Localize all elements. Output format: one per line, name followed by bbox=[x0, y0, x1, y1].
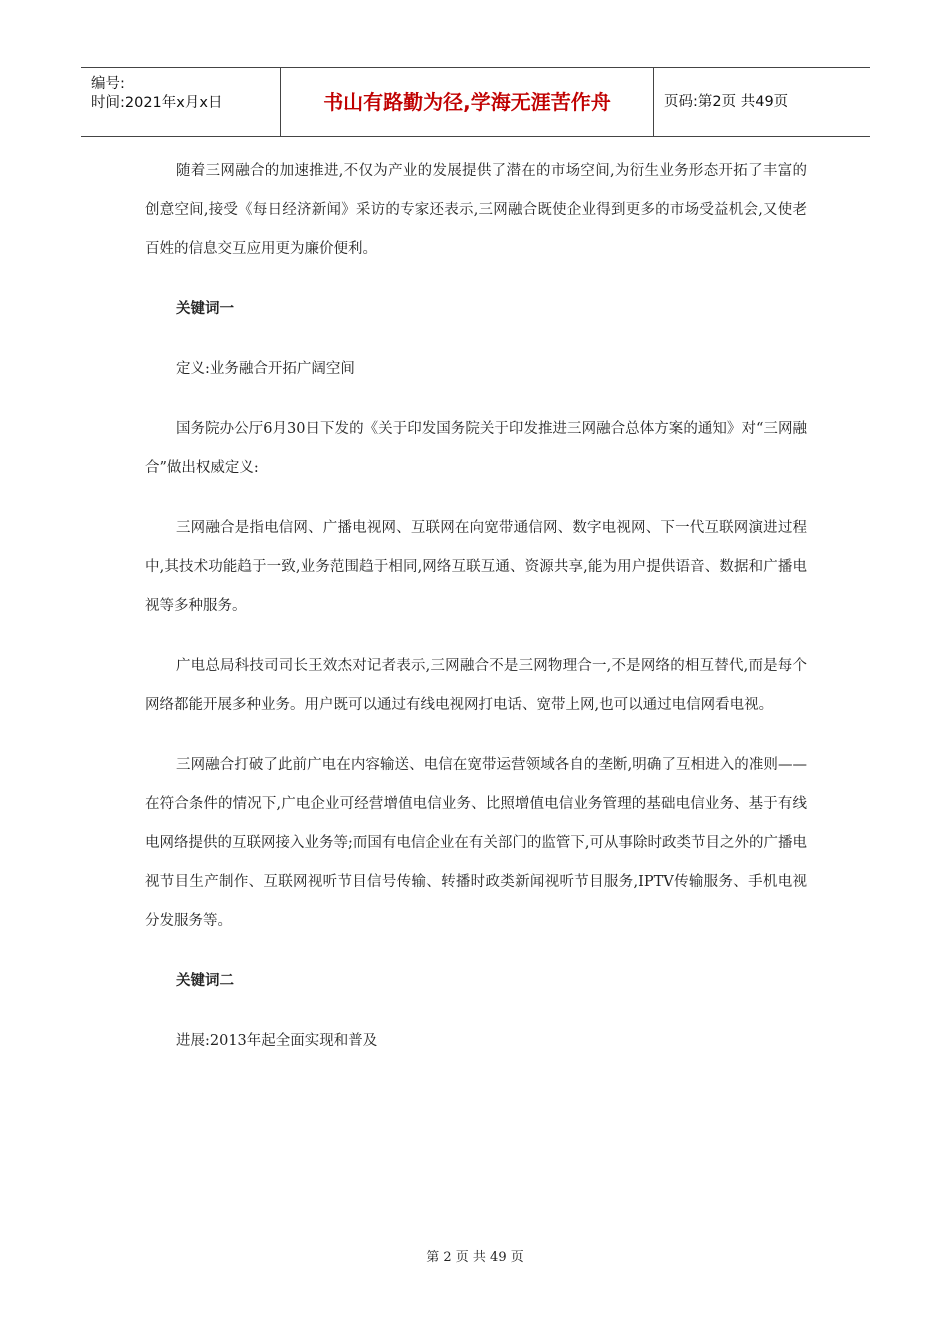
document-number-label: 编号: bbox=[91, 76, 125, 92]
keyword-heading-2: 关键词二 bbox=[176, 973, 234, 989]
header-meta-cell bbox=[81, 68, 281, 136]
document-date: 时间:2021年x月x日 bbox=[91, 95, 223, 111]
page-footer: 第 2 页 共 49 页 bbox=[426, 1250, 524, 1265]
paragraph-official-quote: 广电总局科技司司长王效杰对记者表示,三网融合不是三网物理合一,不是网络的相互替代,而是每个网络都能开展多种业务。用户既可以通过有线电视网打电话、宽带上网,也可以通过电信网看电视。 bbox=[145, 658, 807, 713]
paragraph-notice: 国务院办公厅6月30日下发的《关于印发国务院关于印发推进三网融合总体方案的通知》对“三网融合”做出权威定义: bbox=[145, 421, 807, 476]
definition-line: 定义:业务融合开拓广阔空间 bbox=[176, 361, 355, 377]
header-page-info: 页码:第2页 共49页 bbox=[664, 94, 789, 110]
paragraph-access-rules: 三网融合打破了此前广电在内容输送、电信在宽带运营领域各自的垄断,明确了互相进入的准则——在符合条件的情况下,广电企业可经营增值电信业务、比照增值电信业务管理的基础电信业务、基于有线电网络提供的互联网接入业务等;而国有电信企业在有关部门的监管下,可从事除时政类节目之外的广播电视节目生产制作、互联网视听节目信号传输、转播时政类新闻视听节目服务,IPTV传输服务、手机电视分发服务等。 bbox=[145, 757, 807, 929]
paragraph-definition: 三网融合是指电信网、广播电视网、互联网在向宽带通信网、数字电视网、下一代互联网演进过程中,其技术功能趋于一致,业务范围趋于相同,网络互联互通、资源共享,能为用户提供语音、数据和广播电视等多种服务。 bbox=[145, 520, 807, 614]
page-header bbox=[81, 67, 870, 137]
keyword-heading-1: 关键词一 bbox=[176, 301, 234, 317]
document-body bbox=[145, 152, 807, 1061]
header-motto: 书山有路勤为径,学海无涯苦作舟 bbox=[281, 68, 654, 136]
progress-line: 进展:2013年起全面实现和普及 bbox=[176, 1033, 378, 1049]
paragraph-intro: 随着三网融合的加速推进,不仅为产业的发展提供了潜在的市场空间,为衍生业务形态开拓了丰富的创意空间,接受《每日经济新闻》采访的专家还表示,三网融合既使企业得到更多的市场受益机会,又使老百姓的信息交互应用更为廉价便利。 bbox=[145, 163, 807, 257]
